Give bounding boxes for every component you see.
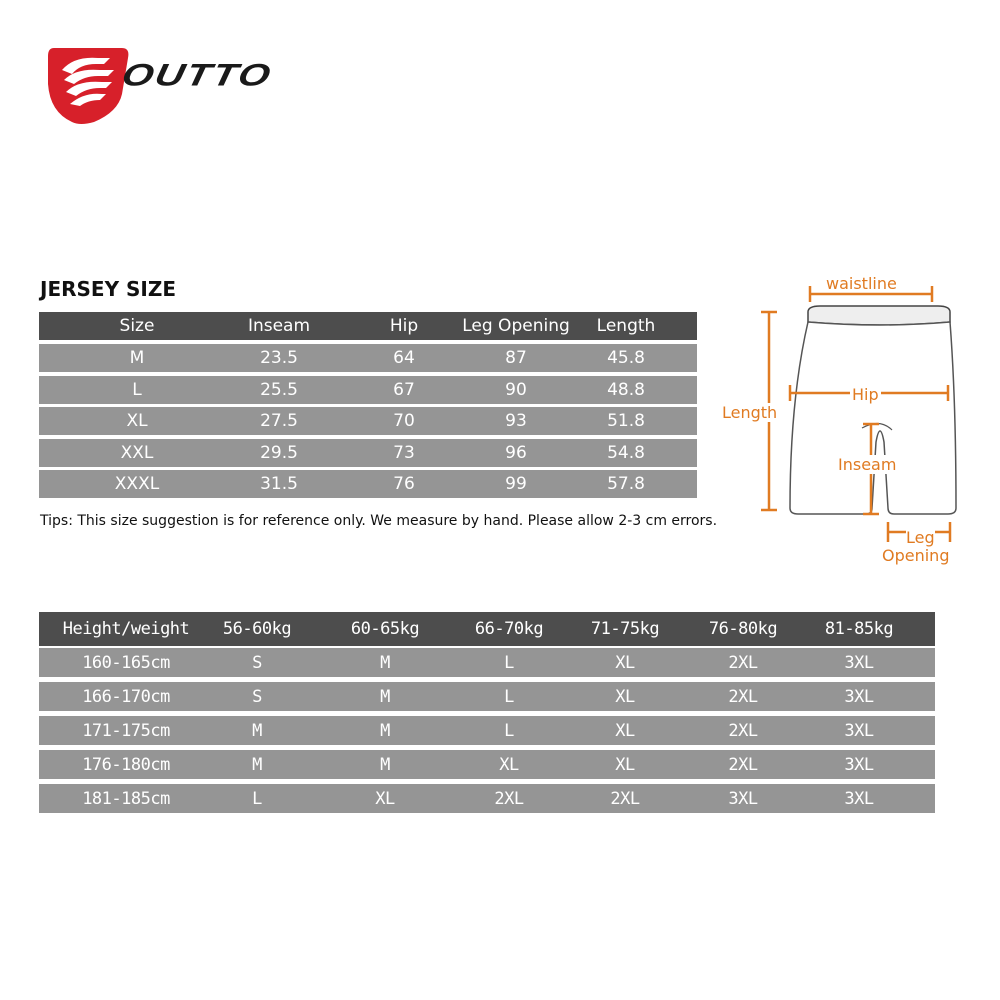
table-cell: 23.5 [260,348,298,368]
table-cell: 3XL [728,788,758,809]
length-label: Length [722,403,778,422]
table-cell: 90 [505,379,527,400]
table-header-row [39,612,935,646]
table-cell: 2XL [728,652,758,673]
table-cell: XL [126,411,148,431]
table-cell: 45.8 [607,348,645,368]
table-cell: 160-165cm [82,652,170,673]
table-cell: M [380,686,390,707]
table-cell: 31.5 [260,474,298,494]
table-row [39,716,935,745]
header-cell-56-60kg: 56-60kg [222,619,292,639]
table-cell: 99 [505,474,527,494]
table-row [39,344,697,372]
table-cell: 27.5 [260,411,298,431]
table-cell: 96 [505,442,527,463]
header-cell-size: Size [119,316,155,336]
table-row [39,682,935,711]
header-cell-leg-opening: Leg Opening [462,316,570,336]
table-row [39,376,697,404]
tips-text: Tips: This size suggestion is for reference only. We measure by hand. Please allow 2-3 cm errors. [40,513,718,529]
table-cell: S [252,652,262,673]
table-cell: XL [615,754,635,775]
shorts-measurement-diagram [720,270,990,580]
table-row [39,439,697,467]
table-cell: 171-175cm [82,720,170,741]
table-cell: 176-180cm [82,754,170,775]
table-cell: 2XL [610,788,640,809]
header-cell-66-70kg: 66-70kg [474,619,544,639]
jersey-size-title: JERSEY SIZE [40,277,177,301]
table-row [39,648,935,677]
header-cell-76-80kg: 76-80kg [708,619,778,639]
shorts-outline-icon [720,270,990,580]
table-cell: L [132,379,142,400]
table-cell: XL [615,652,635,673]
brand-name: OUTTO [118,58,276,93]
table-row [39,750,935,779]
header-cell-81-85kg: 81-85kg [824,619,894,639]
table-cell: M [380,720,390,741]
table-cell: L [504,686,514,707]
header-cell-hip: Hip [389,316,419,336]
table-cell: XL [375,788,395,809]
table-cell: M [252,720,262,741]
header-cell-inseam: Inseam [247,316,311,336]
table-cell: M [129,348,145,368]
table-cell: S [252,686,262,707]
table-cell: 67 [393,379,415,400]
height-weight-table [39,612,935,812]
table-cell: 76 [393,474,415,494]
table-cell: XL [615,720,635,741]
jersey-size-table [39,312,697,500]
table-cell: 181-185cm [82,788,170,809]
table-cell: XXXL [114,474,160,494]
table-cell: 3XL [844,720,874,741]
table-cell: M [380,652,390,673]
table-row [39,470,697,498]
header-cell-height-weight: Height/weight [62,619,190,639]
header-cell-60-65kg: 60-65kg [350,619,420,639]
table-header-row [39,312,697,340]
table-cell: L [504,720,514,741]
table-cell: 57.8 [607,474,645,494]
table-cell: 25.5 [260,379,298,400]
table-cell: L [504,652,514,673]
table-cell: L [252,788,262,809]
table-cell: XL [615,686,635,707]
table-cell: XL [499,754,519,775]
waistline-label: waistline [826,274,897,293]
table-row [39,407,697,435]
table-cell: XXL [120,442,154,463]
table-cell: 2XL [494,788,524,809]
table-cell: 2XL [728,720,758,741]
table-cell: 93 [505,411,527,431]
table-cell: M [252,754,262,775]
leg-opening-label-line1: Leg [906,528,935,547]
hip-label: Hip [852,385,879,404]
table-cell: 29.5 [260,442,298,463]
table-cell: 51.8 [607,411,645,431]
table-cell: 2XL [728,686,758,707]
header-cell-length: Length [596,316,656,336]
table-cell: M [380,754,390,775]
table-row [39,784,935,813]
inseam-label: Inseam [838,455,897,474]
table-cell: 3XL [844,754,874,775]
table-cell: 54.8 [607,442,645,463]
table-cell: 3XL [844,686,874,707]
table-cell: 70 [393,411,415,431]
table-cell: 64 [393,348,415,368]
table-cell: 3XL [844,788,874,809]
table-cell: 48.8 [607,379,645,400]
table-cell: 166-170cm [82,686,170,707]
table-cell: 3XL [844,652,874,673]
table-cell: 2XL [728,754,758,775]
leg-opening-label-line2: Opening [882,546,950,565]
table-cell: 73 [393,442,415,463]
header-cell-71-75kg: 71-75kg [590,619,660,639]
table-cell: 87 [505,348,527,368]
